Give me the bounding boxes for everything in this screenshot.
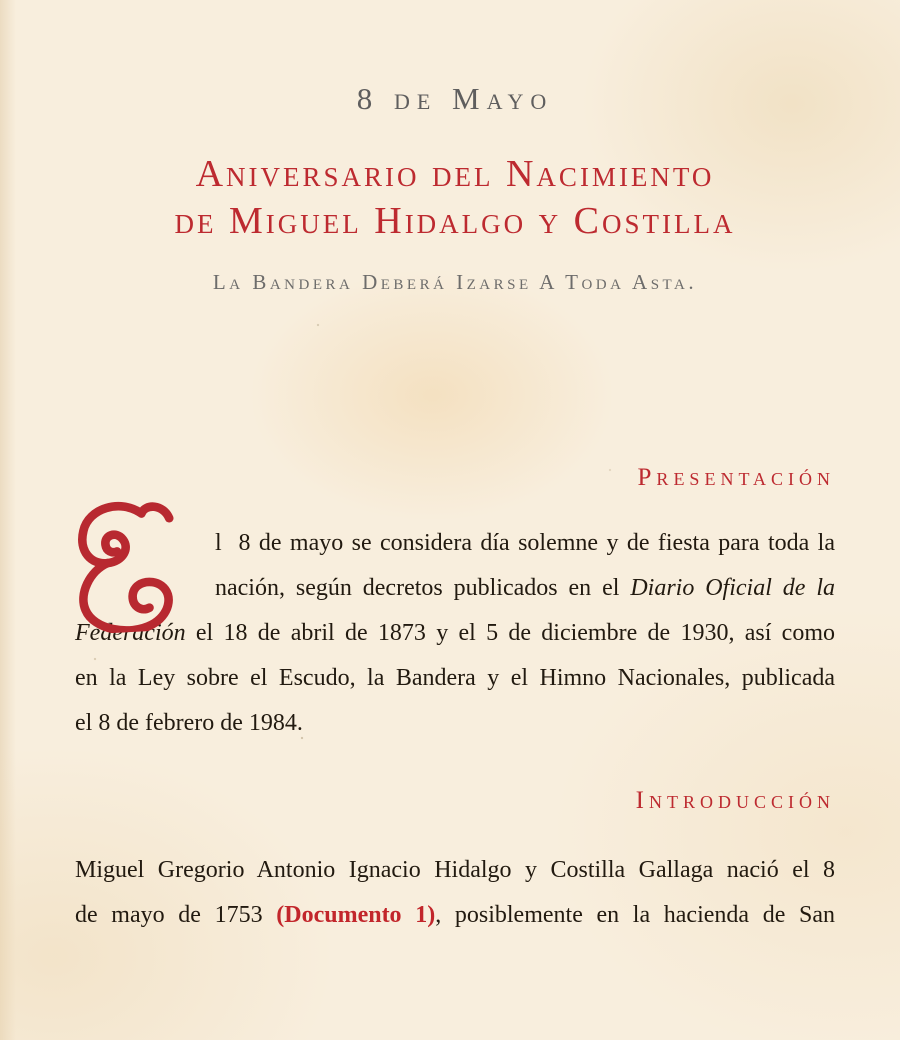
paragraph-line: [75, 848, 835, 893]
body-text-segment: en la Ley sobre el Escudo, la Bandera y el Himno Nacionales, publicada: [75, 665, 835, 692]
documento-1-reference: (Documento 1): [276, 902, 436, 929]
page-title-line-2: de Miguel Hidalgo y Costilla: [174, 200, 736, 243]
page-title-line-1: Aniversario del Nacimiento: [195, 153, 715, 196]
paragraph-line: [215, 521, 835, 566]
paragraph-line: [75, 893, 835, 938]
section-heading-presentacion: Presentación: [637, 464, 835, 492]
presentacion-paragraph: [75, 521, 835, 746]
body-text-segment: Miguel Gregorio Antonio Ignacio Hidalgo y Costilla Gallaga nació el 8: [75, 857, 835, 884]
flag-instruction: La Bandera Deberá Izarse A Toda Asta.: [212, 270, 698, 295]
body-text-segment: el 8 de febrero de 1984.: [75, 710, 303, 737]
publication-title-segment: Diario Oficial de la: [630, 575, 836, 602]
paragraph-line: [75, 656, 835, 701]
date-heading: 8 de Mayo: [356, 81, 554, 116]
introduccion-paragraph: [75, 848, 835, 938]
paragraph-line: [75, 701, 835, 746]
body-text-segment: l 8 de mayo se considera día solemne y de fiesta para toda la: [215, 530, 835, 557]
paragraph-line: [215, 566, 835, 611]
page-title: [75, 151, 835, 245]
publication-title-segment: Federación: [75, 620, 186, 647]
body-text-segment: de mayo de 1753: [75, 902, 277, 929]
page-content: [0, 80, 900, 938]
body-text-segment: nación, según decretos publicados en el: [215, 575, 631, 602]
body-text-segment: el 18 de abril de 1873 y el 5 de diciembre de 1930, así como: [185, 620, 835, 647]
paragraph-line: [75, 611, 835, 656]
section-heading-introduccion: Introducción: [635, 787, 835, 815]
body-text-segment: , posiblemente en la hacienda de San: [435, 902, 836, 929]
document-page: [0, 80, 900, 1040]
